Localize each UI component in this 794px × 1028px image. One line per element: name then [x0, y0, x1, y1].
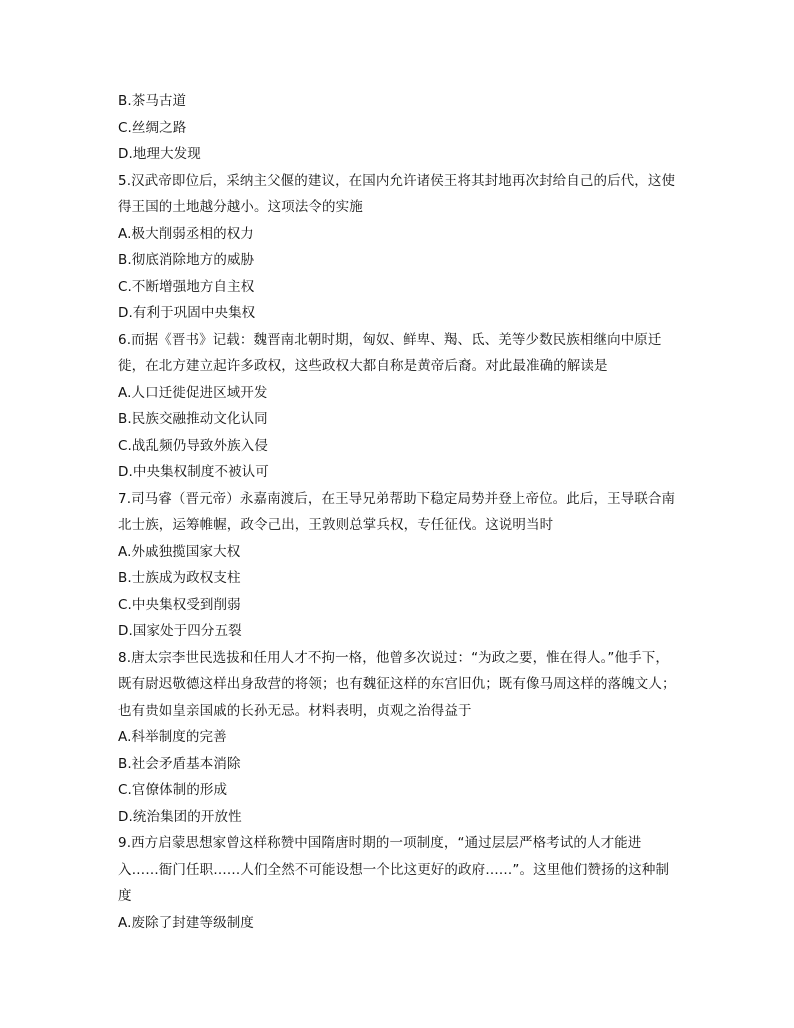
question-6-option-d: D.中央集权制度不被认可	[118, 464, 269, 480]
question-7-option-a: A.外戚独揽国家大权	[118, 543, 241, 560]
question-7-stem-line-2: 北士族，运筹帷幄，政令己出，王敦则总掌兵权，专任征伐。这说明当时	[118, 517, 554, 533]
question-7-option-b: B.士族成为政权支柱	[118, 570, 241, 586]
question-6-stem-line-2: 徙，在北方建立起许多政权，这些政权大都自称是黄帝后裔。对此最准确的解读是	[118, 358, 608, 374]
question-7-option-c: C.中央集权受到削弱	[118, 596, 241, 613]
option-d-age-of-discovery: D.地理大发现	[118, 146, 201, 162]
question-9-stem-line-2: 入……衙门任职……人们全然不可能设想一个比这更好的政府……”。这里他们赞扬的这种制	[118, 861, 670, 878]
question-7-stem-line-1: 7.司马睿（晋元帝）永嘉南渡后，在王导兄弟帮助下稳定局势并登上帝位。此后，王导联合南	[118, 490, 676, 507]
question-8-stem-line-2: 既有尉迟敬德这样出身敌营的将领；也有魏征这样的东宫旧仇；既有像马周这样的落魄文人；	[118, 676, 676, 692]
question-6-option-c: C.战乱频仍导致外族入侵	[118, 437, 268, 454]
question-6-option-b: B.民族交融推动文化认同	[118, 411, 268, 427]
question-5-option-b: B.彻底消除地方的威胁	[118, 252, 255, 268]
question-5-option-a: A.极大削弱丞相的权力	[118, 225, 254, 242]
question-6-option-a: A.人口迁徙促进区域开发	[118, 384, 268, 401]
question-7-option-d: D.国家处于四分五裂	[118, 623, 242, 639]
question-5-option-c: C.不断增强地方自主权	[118, 278, 255, 295]
question-8-option-c: C.官僚体制的形成	[118, 782, 228, 798]
question-6-stem-line-1: 6.而据《晋书》记载：魏晋南北朝时期，匈奴、鲜卑、羯、氐、羌等少数民族相继向中原迁	[118, 331, 662, 348]
question-9-stem-line-1: 9.西方启蒙思想家曾这样称赞中国隋唐时期的一项制度，“通过层层严格考试的人才能进	[118, 835, 642, 851]
question-8-option-a: A.科举制度的完善	[118, 729, 227, 745]
option-b-tea-horse-road: B.茶马古道	[118, 93, 187, 109]
question-8-option-d: D.统治集团的开放性	[118, 808, 242, 825]
question-8-stem-line-1: 8.唐太宗李世民选拔和任用人才不拘一格，他曾多次说过：“为政之要，惟在得人。”他手下，	[118, 649, 669, 666]
question-8-option-b: B.社会矛盾基本消除	[118, 755, 241, 772]
question-5-stem-line-1: 5.汉武帝即位后，采纳主父偃的建议，在国内允许诸侯王将其封地再次封给自己的后代，这使	[118, 172, 676, 189]
question-9-stem-line-3: 度	[118, 888, 132, 904]
option-c-silk-road: C.丝绸之路	[118, 119, 187, 136]
document-content	[118, 88, 678, 936]
question-5-option-d: D.有利于巩固中央集权	[118, 305, 256, 321]
question-9-option-a: A.废除了封建等级制度	[118, 914, 254, 931]
question-8-stem-line-3: 也有贵如皇亲国戚的长孙无忌。材料表明，贞观之治得益于	[118, 702, 472, 719]
question-5-stem-line-2: 得王国的土地越分越小。这项法令的实施	[118, 199, 363, 215]
